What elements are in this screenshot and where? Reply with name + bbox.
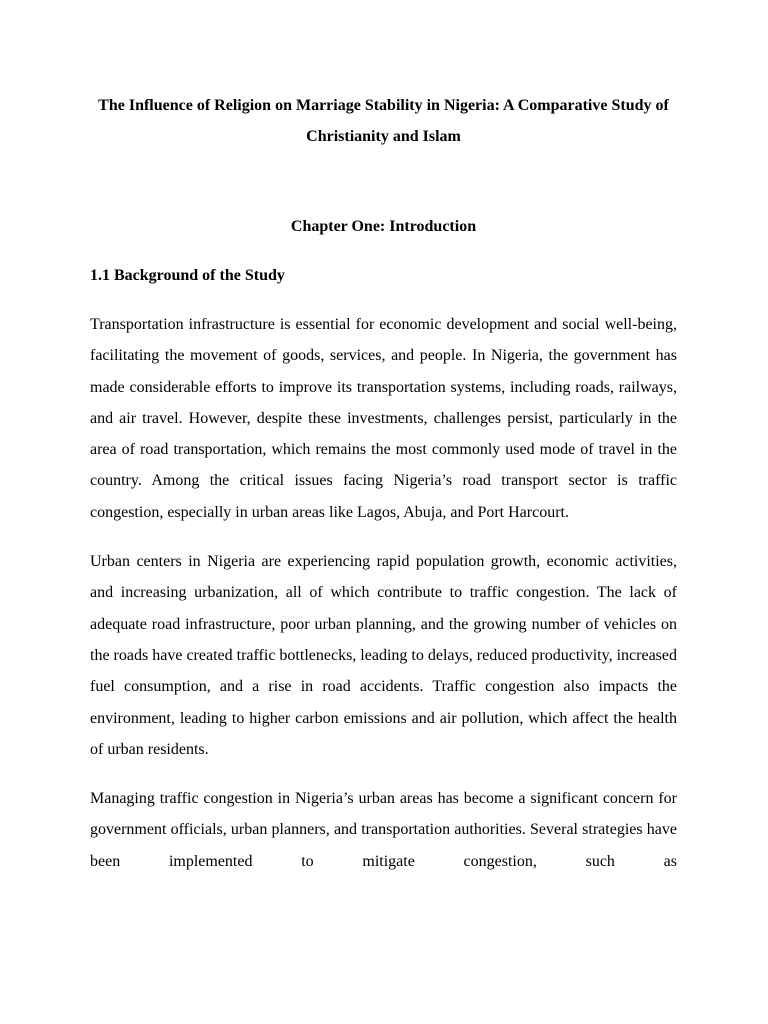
body-paragraph-1: Transportation infrastructure is essential for economic development and social well-being, facilitating the movement of goods, services, and people. In Nigeria, the government has made considerable efforts to improve its transportation systems, including roads, railways, and air travel. However, despite these investments, challenges persist, particularly in the area of road transportation, which remains the most commonly used mode of travel in the country. Among the critical issues facing Nigeria’s road transport sector is traffic congestion, especially in urban areas like Lagos, Abuja, and Port Harcourt. xyxy=(90,316,677,521)
section-heading: 1.1 Background of the Study xyxy=(90,267,285,284)
chapter-heading: Chapter One: Introduction xyxy=(290,218,477,235)
body-paragraph-3: Managing traffic congestion in Nigeria’s urban areas has become a significant concern for government officials, urban planners, and transportation authorities. Several strategies have been implemented to mitigate congestion, such as xyxy=(90,790,677,870)
body-paragraph-2: Urban centers in Nigeria are experiencing rapid population growth, economic activities, and increasing urbanization, all of which contribute to traffic congestion. The lack of adequate road infrastructure, poor urban planning, and the growing number of vehicles on the roads have created traffic bottlenecks, leading to delays, reduced productivity, increased fuel consumption, and a rise in road accidents. Traffic congestion also impacts the environment, leading to higher carbon emissions and air pollution, which affect the health of urban residents. xyxy=(90,553,677,758)
document-title: The Influence of Religion on Marriage Stability in Nigeria: A Comparative Study of Christianity and Islam xyxy=(98,97,669,145)
document-page xyxy=(90,90,677,877)
